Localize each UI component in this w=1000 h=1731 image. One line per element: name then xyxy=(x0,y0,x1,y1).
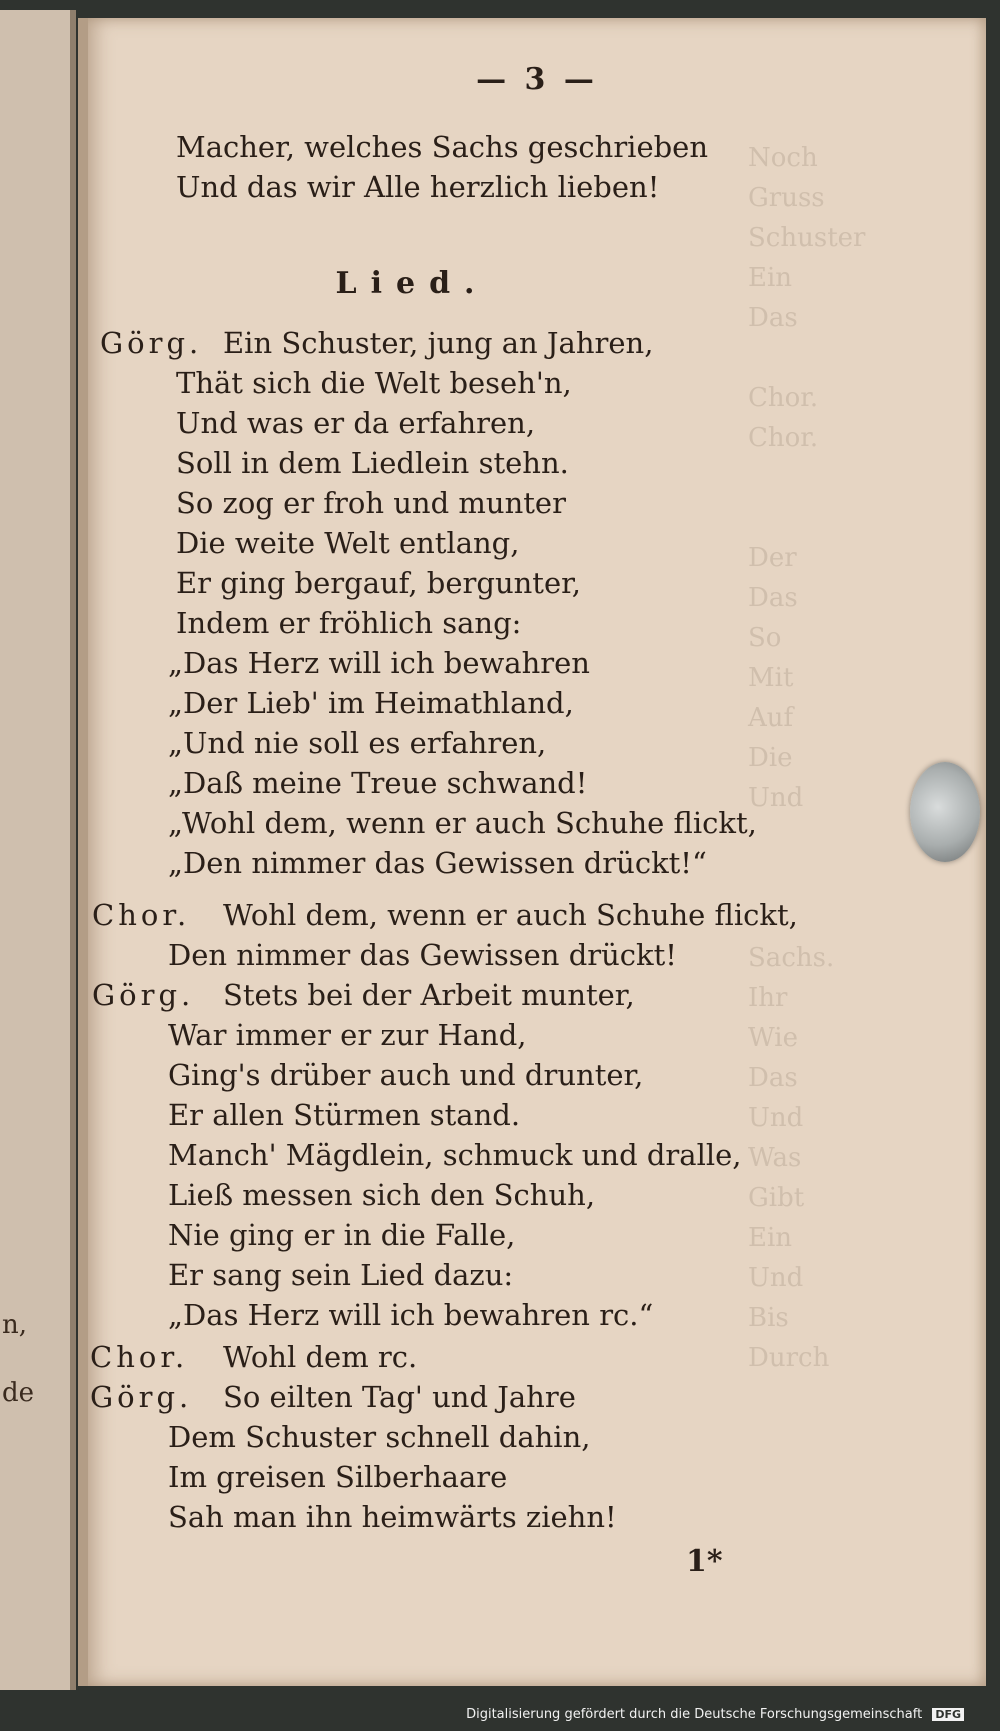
verse-line: Die weite Welt entlang, xyxy=(176,526,520,560)
speaker-label: Görg. xyxy=(92,978,195,1012)
song-title: Lied. xyxy=(335,266,489,301)
verse-line: War immer er zur Hand, xyxy=(168,1018,527,1052)
book-page xyxy=(78,18,986,1686)
speaker-label: Görg. xyxy=(90,1380,193,1414)
footer-credit xyxy=(466,1707,964,1729)
page-clip xyxy=(910,762,980,862)
verse-line: Wohl dem, wenn er auch Schuhe flickt, xyxy=(223,898,798,932)
facing-page-fragment: n, xyxy=(2,1310,28,1340)
verse-line: Er sang sein Lied dazu: xyxy=(168,1258,514,1292)
verse-line: Sah man ihn heimwärts ziehn! xyxy=(168,1500,617,1534)
verse-line: „Das Herz will ich bewahren xyxy=(168,646,590,680)
verse-line: Ein Schuster, jung an Jahren, xyxy=(223,326,654,360)
text-line: Macher, welches Sachs geschrieben xyxy=(176,130,709,164)
verse-line: Stets bei der Arbeit munter, xyxy=(223,978,635,1012)
verse-line: Indem er fröhlich sang: xyxy=(176,606,522,640)
facing-page-fragment: de xyxy=(2,1378,35,1408)
verse-line: Dem Schuster schnell dahin, xyxy=(168,1420,591,1454)
verse-line: „Und nie soll es erfahren, xyxy=(168,726,547,760)
signature-mark: 1* xyxy=(686,1544,723,1579)
verse-line: Er allen Stürmen stand. xyxy=(168,1098,521,1132)
verse-line: „Den nimmer das Gewissen drückt!“ xyxy=(168,846,707,880)
verse-line: Soll in dem Liedlein stehn. xyxy=(176,446,569,480)
verse-line: Den nimmer das Gewissen drückt! xyxy=(168,938,677,972)
footer-text: Digitalisierung gefördert durch die Deutsche Forschungsgemeinschaft xyxy=(466,1707,923,1722)
verse-line: Er ging bergauf, bergunter, xyxy=(176,566,582,600)
verse-line: „Daß meine Treue schwand! xyxy=(168,766,588,800)
speaker-label: Chor. xyxy=(90,1340,189,1374)
verse-line: „Das Herz will ich bewahren rc.“ xyxy=(168,1298,654,1332)
verse-line: So eilten Tag' und Jahre xyxy=(223,1380,576,1414)
verse-line: Wohl dem rc. xyxy=(223,1340,418,1374)
verse-line: Manch' Mägdlein, schmuck und dralle, xyxy=(168,1138,742,1172)
verse-line: Thät sich die Welt beseh'n, xyxy=(176,366,572,400)
verse-line: So zog er froh und munter xyxy=(176,486,566,520)
speaker-label: Görg. xyxy=(100,326,203,360)
facing-page-edge xyxy=(0,10,76,1690)
verse-line: Und was er da erfahren, xyxy=(176,406,536,440)
text-line: Und das wir Alle herzlich lieben! xyxy=(176,170,660,204)
verse-line: Nie ging er in die Falle, xyxy=(168,1218,516,1252)
speaker-label: Chor. xyxy=(92,898,191,932)
page-number: — 3 — xyxy=(476,62,598,97)
verse-line: Ließ messen sich den Schuh, xyxy=(168,1178,596,1212)
dfg-logo: DFG xyxy=(932,1708,964,1721)
verse-line: Ging's drüber auch und drunter, xyxy=(168,1058,644,1092)
verse-line: „Wohl dem, wenn er auch Schuhe flickt, xyxy=(168,806,757,840)
verse-line: „Der Lieb' im Heimathland, xyxy=(168,686,574,720)
verse-line: Im greisen Silberhaare xyxy=(168,1460,508,1494)
bleed-through-texture: Noch Gruss Schuster Ein Das Chor. Chor. Der Das So Mit Auf Die Und Sachs. Ihr Wie Das Und Was Gibt Ein Und Bis Durch xyxy=(748,143,866,1373)
